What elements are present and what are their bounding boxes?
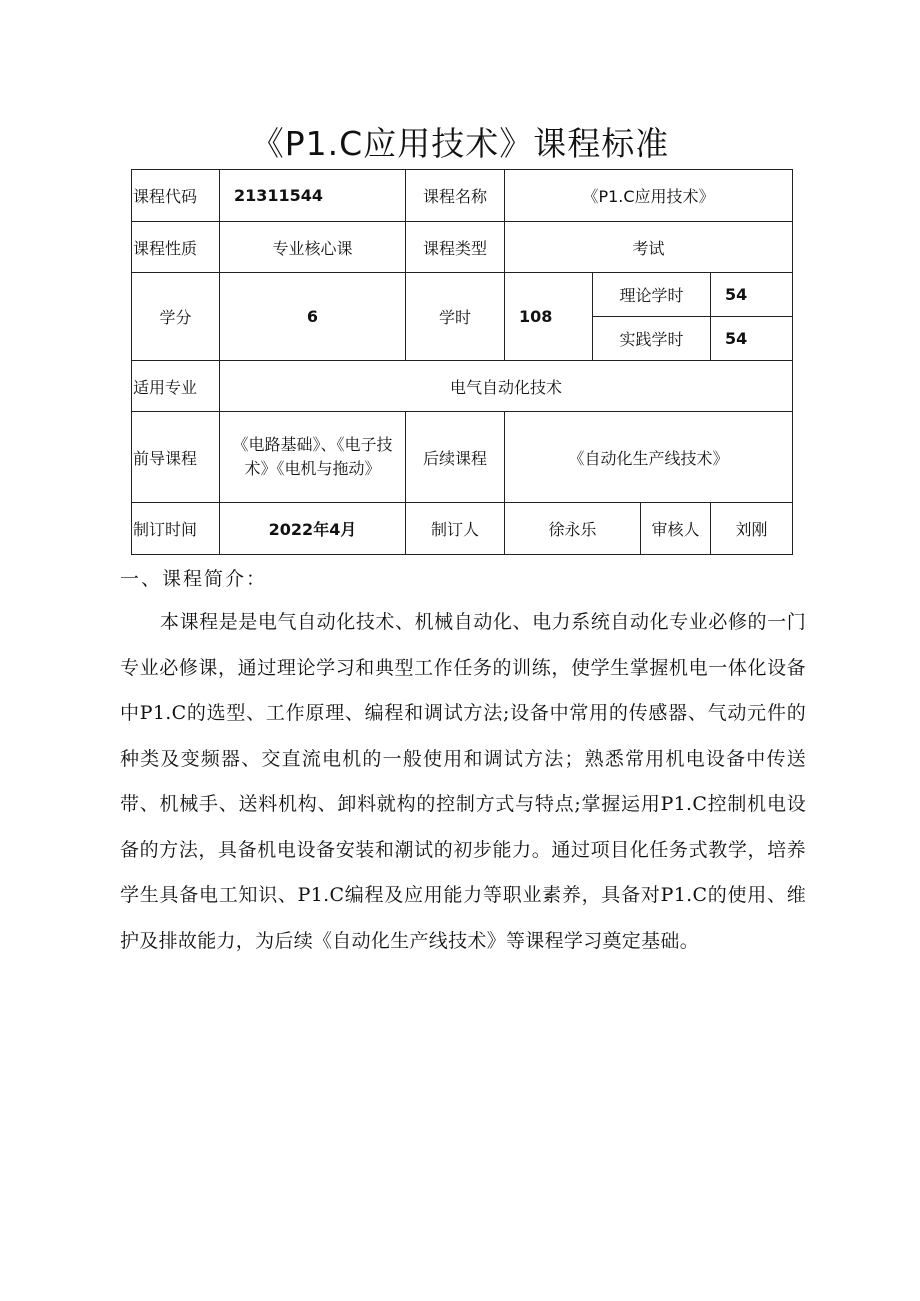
date-value: 2022年4月 xyxy=(220,503,406,555)
practice-hours-value: 54 xyxy=(711,317,793,361)
course-info-table xyxy=(131,169,793,555)
theory-hours-label: 理论学时 xyxy=(593,273,711,317)
table-row xyxy=(132,222,793,273)
hours-label: 学时 xyxy=(406,273,505,361)
document-title: 《P1.C应用技术》课程标准 xyxy=(250,124,670,163)
reviewer-label: 审核人 xyxy=(641,503,711,555)
course-nature-value: 专业核心课 xyxy=(220,222,406,273)
major-label: 适用专业 xyxy=(132,361,220,412)
author-label: 制订人 xyxy=(406,503,505,555)
course-type-value: 考试 xyxy=(505,222,793,273)
author-value: 徐永乐 xyxy=(505,503,641,555)
table-row xyxy=(132,361,793,412)
date-label: 制订时间 xyxy=(132,503,220,555)
practice-hours-label: 实践学时 xyxy=(593,317,711,361)
course-name-label: 课程名称 xyxy=(406,170,505,222)
prereq-value: 《电路基础》、《电子技术》《电机与拖动》 xyxy=(220,412,406,503)
section-heading: 一、课程简介： xyxy=(120,568,268,590)
table-row xyxy=(132,273,793,317)
followup-value: 《自动化生产线技术》 xyxy=(505,412,793,503)
table-row xyxy=(132,170,793,222)
table-row xyxy=(132,503,793,555)
credit-label: 学分 xyxy=(132,273,220,361)
section-body: 本课程是是电气自动化技术、机械自动化、电力系统自动化专业必修的一门专业必修课，通过理论学习和典型工作任务的训练，使学生掌握机电一体化设备中P1.C的选型、工作原理、编程和调试方法;设备中常用的传感器、气动元件的种类及变频器、交直流电机的一般使用和调试方法；熟悉常用机电设备中传送带、机械手、送料机构、卸料就构的控制方式与特点;掌握运用P1.C控制机电设备的方法，具备机电设备安装和潮试的初步能力。通过项目化任务式教学，培养学生具备电工知识、P1.C编程及应用能力等职业素养，具备对P1.C的使用、维护及排故能力，为后续《自动化生产线技术》等课程学习奠定基础。 xyxy=(120,611,806,952)
theory-hours-value: 54 xyxy=(711,273,793,317)
credit-value: 6 xyxy=(220,273,406,361)
reviewer-value: 刘刚 xyxy=(711,503,793,555)
course-code-value: 21311544 xyxy=(220,170,406,222)
major-value: 电气自动化技术 xyxy=(220,361,793,412)
course-nature-label: 课程性质 xyxy=(132,222,220,273)
hours-value: 108 xyxy=(505,273,593,361)
table-row xyxy=(132,412,793,503)
course-code-label: 课程代码 xyxy=(132,170,220,222)
followup-label: 后续课程 xyxy=(406,412,505,503)
prereq-label: 前导课程 xyxy=(132,412,220,503)
course-name-value: 《P1.C应用技术》 xyxy=(505,170,793,222)
course-type-label: 课程类型 xyxy=(406,222,505,273)
